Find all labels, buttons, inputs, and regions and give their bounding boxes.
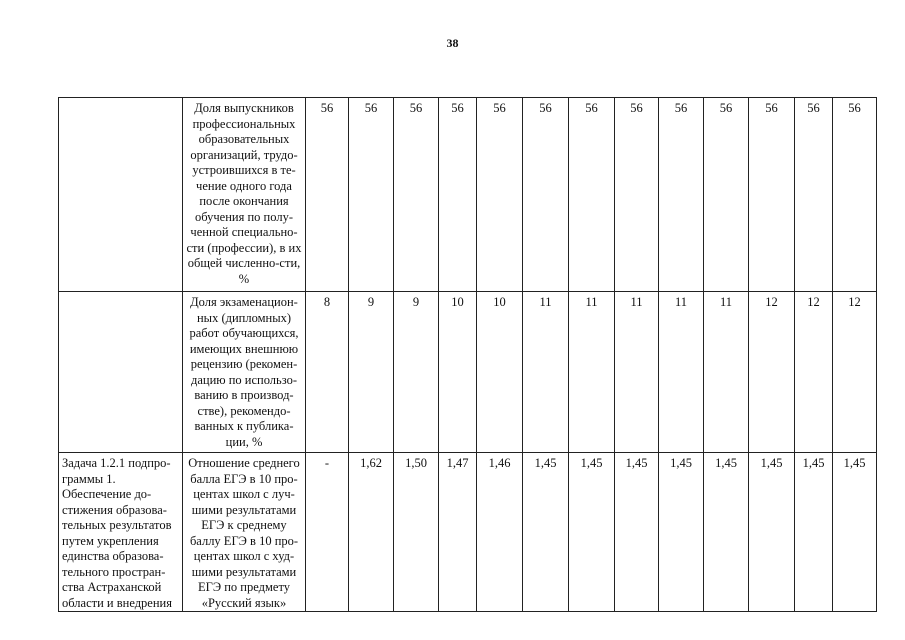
indicator-cell	[183, 453, 306, 612]
value-cell: -	[306, 453, 349, 612]
value-cell: 1,45	[833, 453, 877, 612]
value-cell: 11	[659, 292, 704, 453]
page-number: 38	[446, 36, 459, 50]
indicator-cell	[183, 292, 306, 453]
value-cell: 12	[749, 292, 795, 453]
value-cell: 10	[477, 292, 523, 453]
value-cell: 56	[833, 98, 877, 292]
value-cell: 1,45	[704, 453, 749, 612]
indicator-text: Доля экзаменацион-ных (дипломных) работ обучающихся, имеющих внешнюю рецензию (рекомен-дацию по использо-ванию в производ-стве), рекомендо-ванных к публика-ции, %	[189, 295, 299, 449]
value-cell: 1,45	[749, 453, 795, 612]
value-cell: 56	[704, 98, 749, 292]
value-cell: 1,47	[439, 453, 477, 612]
value-cell: 56	[749, 98, 795, 292]
value-cell: 56	[306, 98, 349, 292]
value-cell: 11	[704, 292, 749, 453]
value-cell: 1,45	[523, 453, 569, 612]
value-cell: 8	[306, 292, 349, 453]
value-cell: 56	[349, 98, 394, 292]
value-cell: 1,50	[394, 453, 439, 612]
indicator-text: Доля выпускников профессиональных образовательных организаций, трудо-устроившихся в те-чение одного года после окончания обучения по полу-ченной специально-сти (профессии), в их общей численно-сти, %	[186, 101, 302, 286]
value-cell: 56	[523, 98, 569, 292]
task-cell: Задача 1.2.1 подпро-граммы 1. Обеспечение до-стижения образова-тельных результатов путем укрепления единства образова-тельного простран-ства Астраханской области и внедрения	[59, 453, 183, 612]
value-cell: 9	[349, 292, 394, 453]
value-cell: 10	[439, 292, 477, 453]
value-cell: 56	[795, 98, 833, 292]
value-cell: 1,45	[659, 453, 704, 612]
task-cell	[59, 98, 183, 292]
value-cell: 1,46	[477, 453, 523, 612]
table-row	[59, 292, 877, 453]
value-cell: 56	[615, 98, 659, 292]
value-cell: 11	[523, 292, 569, 453]
value-cell: 1,62	[349, 453, 394, 612]
value-cell: 1,45	[615, 453, 659, 612]
task-cell	[59, 292, 183, 453]
value-cell: 11	[615, 292, 659, 453]
value-cell: 56	[659, 98, 704, 292]
value-cell: 56	[394, 98, 439, 292]
value-cell: 56	[439, 98, 477, 292]
value-cell: 56	[569, 98, 615, 292]
table-row	[59, 453, 877, 612]
table-row	[59, 98, 877, 292]
value-cell: 12	[795, 292, 833, 453]
value-cell: 56	[477, 98, 523, 292]
value-cell: 11	[569, 292, 615, 453]
indicator-text: Отношение среднего балла ЕГЭ в 10 про-центах школ с луч-шими результатами ЕГЭ к среднему баллу ЕГЭ в 10 про-центах школ с худ-шими результатами ЕГЭ по предмету «Русский язык»	[188, 456, 300, 610]
indicators-table	[58, 97, 877, 612]
value-cell: 1,45	[569, 453, 615, 612]
indicator-cell	[183, 98, 306, 292]
value-cell: 12	[833, 292, 877, 453]
value-cell: 1,45	[795, 453, 833, 612]
value-cell: 9	[394, 292, 439, 453]
